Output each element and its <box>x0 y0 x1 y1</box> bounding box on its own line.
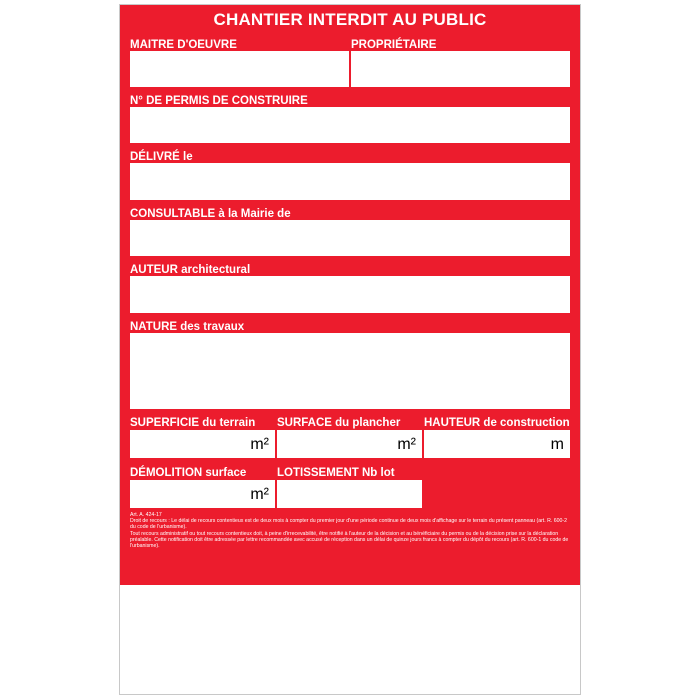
field-hauteur[interactable] <box>424 430 570 458</box>
label-superficie: SUPERFICIE du terrain <box>130 417 256 429</box>
field-lotissement[interactable] <box>277 480 422 508</box>
legal-notice <box>130 512 570 549</box>
unit-m2: m² <box>250 436 269 453</box>
label-delivre: DÉLIVRÉ le <box>130 151 193 163</box>
label-maitre-oeuvre: MAITRE D'OEUVRE <box>130 39 237 51</box>
label-auteur: AUTEUR architectural <box>130 264 251 276</box>
field-surface[interactable] <box>277 430 422 458</box>
field-superficie[interactable] <box>130 430 275 458</box>
field-consultable[interactable] <box>130 220 570 256</box>
field-nature[interactable] <box>130 333 570 409</box>
label-permis: N° DE PERMIS DE CONSTRUIRE <box>130 95 308 107</box>
unit-m2: m² <box>397 436 416 453</box>
label-demolition: DÉMOLITION surface <box>130 467 247 479</box>
sign-title: CHANTIER INTERDIT AU PUBLIC <box>213 10 487 29</box>
legal-line-2: Tout recours administratif ou tout recours contentieux doit, à peine d'irrecevabilité, être notifié à l'auteur de la décision et au bénéficiaire du permis ou de la décision prise sur la déclaration préalable. Cette notification doit être adressée par lettre recommandée avec accusé de réception dans un délai de quinze jours francs à compter du dépôt du recours (art. R. 600-1 du code de l'urbanisme). <box>130 530 569 550</box>
label-lotissement: LOTISSEMENT Nb lot <box>277 467 395 479</box>
unit-m: m <box>550 436 564 453</box>
label-hauteur: HAUTEUR de construction <box>424 417 570 429</box>
field-proprietaire[interactable] <box>351 51 570 87</box>
label-proprietaire: PROPRIÉTAIRE <box>351 39 437 51</box>
label-nature: NATURE des travaux <box>130 321 245 333</box>
label-surface: SURFACE du plancher <box>277 417 401 429</box>
field-permis[interactable] <box>130 107 570 143</box>
sign-red-area <box>120 5 580 585</box>
legal-ref: Art. A. 424-17 <box>130 512 162 518</box>
field-maitre-oeuvre[interactable] <box>130 51 349 87</box>
legal-line-1: Droit de recours : Le délai de recours contentieux est de deux mois à compter du premier jour d'une période continue de deux mois d'affichage sur le terrain du présent panneau (art. R. 600-2 du code de l'urbanisme). <box>130 518 568 531</box>
unit-m2: m² <box>250 486 269 503</box>
field-auteur[interactable] <box>130 276 570 313</box>
field-delivre[interactable] <box>130 163 570 200</box>
label-consultable: CONSULTABLE à la Mairie de <box>130 208 291 220</box>
field-demolition[interactable] <box>130 480 275 508</box>
construction-sign-panel <box>119 4 581 695</box>
